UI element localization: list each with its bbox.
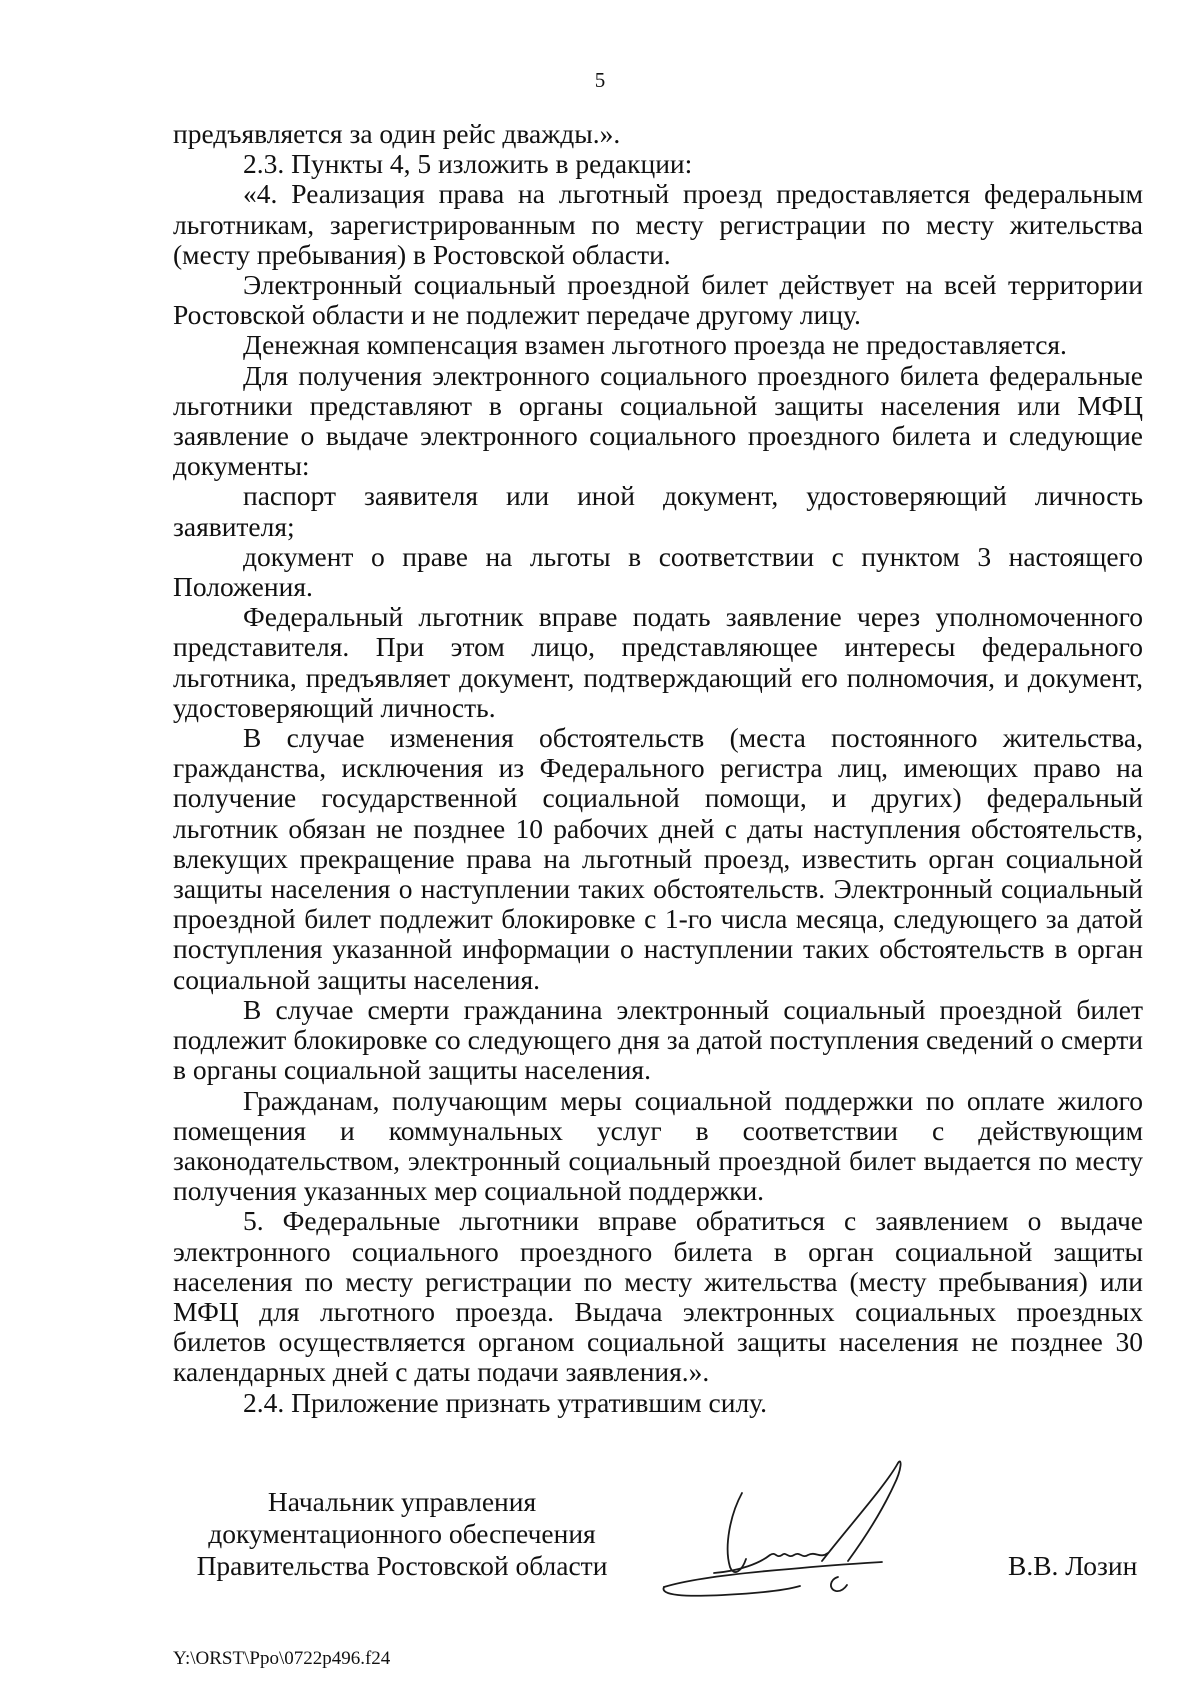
paragraph-13: 5. Федеральные льготники вправе обратиться с заявлением о выдаче электронного социального проездного билета в орган социальной защиты населения по месту регистрации по месту жительства (месту пребывания) или МФЦ для льготного проезда. Выдача электронных социальных проездных билетов осуществляется органом социальной защиты населения не позднее 30 календарных дней с даты подачи заявления.». xyxy=(173,1205,1143,1388)
paragraph-4: Электронный социальный проездной билет действует на всей территории Ростовской области и не подлежит передаче другому лицу. xyxy=(173,269,1143,331)
paragraph-11: В случае смерти гражданина электронный социальный проездной билет подлежит блокировке со следующего дня за датой поступления сведений о смерти в органы социальной защиты населения. xyxy=(173,993,1143,1086)
paragraph-12: Гражданам, получающим меры социальной поддержки по оплате жилого помещения и коммунальных услуг в соответствии с действующим законодательством, электронный социальный проездной билет выдается по месту получения указанных мер социальной поддержки. xyxy=(173,1084,1143,1207)
paragraph-6: Для получения электронного социального проездного билета федеральные льготники представляют в органы социальной защиты населения или МФЦ заявление о выдаче электронного социального проездного билета и следующие документы: xyxy=(173,359,1143,482)
paragraph-3: «4. Реализация права на льготный проезд предоставляется федеральным льготникам, зарегистрированным по месту регистрации по месту жительства (месту пребывания) в Ростовской области. xyxy=(173,178,1143,270)
signatory-title xyxy=(172,1486,632,1582)
signatory-title-line-3: Правительства Ростовской области xyxy=(196,1550,608,1581)
file-path: Y:\ORST\Ppo\0722p496.f24 xyxy=(173,1648,391,1669)
paragraph-5: Денежная компенсация взамен льготного проезда не предоставляется. xyxy=(243,329,1067,361)
paragraph-14: 2.4. Приложение признать утратившим силу. xyxy=(243,1386,768,1418)
paragraph-1: предъявляется за один рейс дважды.». xyxy=(173,118,621,149)
handwritten-signature xyxy=(650,1455,990,1605)
paragraph-2: 2.3. Пункты 4, 5 изложить в редакции: xyxy=(243,148,693,180)
signatory-title-line-1: Начальник управления xyxy=(267,1486,537,1517)
paragraph-10: В случае изменения обстоятельств (места постоянного жительства, гражданства, исключения из Федерального регистра лиц, имеющих право на получение государственной социальной помощи, и других) федеральный льготник обязан не позднее 10 рабочих дней с даты наступления обстоятельств, влекущих прекращение права на льготный проезд, известить орган социальной защиты населения о наступлении таких обстоятельств. Электронный социальный проездной билет подлежит блокировке с 1-го числа месяца, следующего за датой поступления указанной информации о наступлении таких обстоятельств в орган социальной защиты населения. xyxy=(173,722,1143,995)
paragraph-7: паспорт заявителя или иной документ, удостоверяющий личность заявителя; xyxy=(173,480,1143,542)
paragraph-8: документ о праве на льготы в соответствии с пунктом 3 настоящего Положения. xyxy=(173,540,1143,603)
document-body xyxy=(173,119,1143,1418)
page-number: 5 xyxy=(594,68,606,92)
signatory-name: В.В. Лозин xyxy=(1008,1550,1138,1581)
paragraph-9: Федеральный льготник вправе подать заявление через уполномоченного представителя. При этом лицо, представляющее интересы федерального льготника, предъявляет документ, подтверждающий его полномочия, и документ, удостоверяющий личность. xyxy=(173,601,1143,723)
signatory-title-line-2: документационного обеспечения xyxy=(208,1518,596,1549)
